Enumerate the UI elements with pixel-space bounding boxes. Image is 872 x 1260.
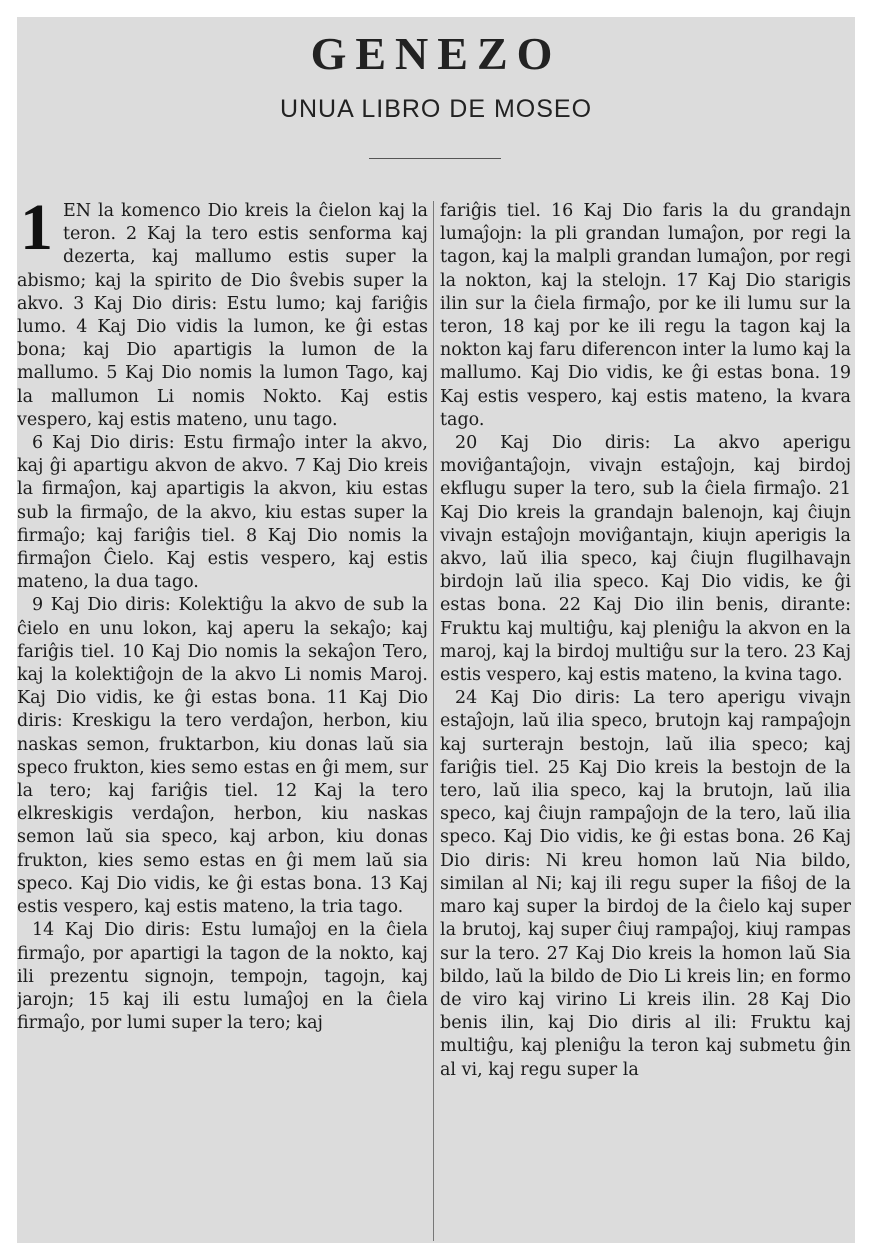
text-column-left bbox=[17, 191, 428, 1035]
paragraph-verses-6-8: 6 Kaj Dio diris: Estu firmaĵo inter la akvo, kaj ĝi apartigu akvon de akvo. 7 Kaj Dio kreis la firmaĵon, kaj apartigis la akvon, kiu estas sub la firmaĵo, de la akvo, kiu estas super la firmaĵo; kaj fariĝis tiel. 8 Kaj Dio nomis la firmaĵon Ĉielo. Kaj estis vespero, kaj estis mateno, la dua tago. bbox=[17, 433, 428, 593]
chapter-number-dropcap: 1 bbox=[20, 191, 53, 264]
paragraph-verses-16-19: fariĝis tiel. 16 Kaj Dio faris la du grandajn lumaĵojn: la pli grandan lumaĵon, por regi la tagon, kaj la malpli grandan lumaĵon, por regi la nokton, kaj la stelojn. 17 Kaj Dio starigis ilin sur la ĉiela firmaĵo, por ke ili lumu sur la teron, 18 kaj por ke ili regu la tagon kaj la nokton kaj faru diferencon inter la lumo kaj la mallumo. Kaj Dio vidis, ke ĝi estas bona. 19 Kaj estis vespero, kaj estis mateno, la kvara tago. bbox=[440, 201, 851, 430]
title-divider bbox=[369, 158, 501, 159]
paragraph-verses-9-13: 9 Kaj Dio diris: Kolektiĝu la akvo de sub la ĉielo en unu lokon, kaj aperu la sekaĵo; kaj fariĝis tiel. 10 Kaj Dio nomis la sekaĵon Tero, kaj la kolektiĝojn de la akvo Li nomis Maroj. Kaj Dio vidis, ke ĝi estas bona. 11 Kaj Dio diris: Kreskigu la tero verdaĵon, herbon, kiu naskas semon, fruktarbon, kiu donas laŭ sia speco frukton, kies semo estas en ĝi mem, sur la tero; kaj fariĝis tiel. 12 Kaj la tero elkreskigis verdaĵon, herbon, kiu naskas semon laŭ sia speco, kaj arbon, kiu donas frukton, kies semo estas en ĝi mem laŭ sia speco. Kaj Dio vidis, ke ĝi estas bona. 13 Kaj estis vespero, kaj estis mateno, la tria tago. bbox=[17, 595, 428, 918]
paragraph-verses-24-28: 24 Kaj Dio diris: La tero aperigu vivajn estaĵojn, laŭ ilia speco, brutojn kaj rampaĵojn kaj surterajn bestojn, laŭ ilia speco; kaj fariĝis tiel. 25 Kaj Dio kreis la bestojn de la tero, laŭ ilia speco, kaj la brutojn, laŭ ilia speco, kaj ĉiujn rampaĵojn de la tero, laŭ ilia speco. Kaj Dio vidis, ke ĝi estas bona. 26 Kaj Dio diris: Ni kreu homon laŭ Nia bildo, similan al Ni; kaj ili regu super la fiŝoj de la maro kaj super la birdoj de la ĉielo kaj super la brutoj, kaj super ĉiuj rampaĵoj, kiuj rampas sur la tero. 27 Kaj Dio kreis la homon laŭ Sia bildo, laŭ la bildo de Dio Li kreis lin; en formo de viro kaj virino Li kreis ilin. 28 Kaj Dio benis ilin, kaj Dio diris al ili: Fruktu kaj multiĝu, kaj pleniĝu la teron kaj submetu ĝin al vi, kaj regu super la bbox=[440, 688, 851, 1080]
paragraph-text: EN la komenco Dio kreis la ĉielon kaj la teron. 2 Kaj la tero estis senforma kaj dezerta, kaj mallumo estis super la abismo; kaj la spirito de Dio ŝvebis super la akvo. 3 Kaj Dio diris: Estu lumo; kaj fariĝis lumo. 4 Kaj Dio vidis la lumon, ke ĝi estas bona; kaj Dio apartigis la lumon de la mallumo. 5 Kaj Dio nomis la lumon Tago, kaj la mallumon Li nomis Nokto. Kaj estis vespero, kaj estis mateno, unu tago. bbox=[17, 201, 428, 430]
column-divider bbox=[433, 201, 434, 1241]
paragraph-verses-20-23: 20 Kaj Dio diris: La akvo aperigu moviĝantaĵojn, vivajn estaĵojn, kaj birdoj ekflugu super la tero, sub la ĉiela firmaĵo. 21 Kaj Dio kreis la grandajn balenojn, kaj ĉiujn vivajn estaĵojn moviĝantajn, kiujn aperigis la akvo, laŭ ilia speco, kaj ĉiujn flugilhavajn birdojn laŭ ilia speco. Kaj Dio vidis, ke ĝi estas bona. 22 Kaj Dio ilin benis, dirante: Fruktu kaj multiĝu, kaj pleniĝu la akvon en la maroj, kaj la birdoj multiĝu sur la tero. 23 Kaj estis vespero, kaj estis mateno, la kvina tago. bbox=[440, 433, 851, 686]
book-title: GENEZO bbox=[310, 28, 562, 79]
book-subtitle: UNUA LIBRO DE MOSEO bbox=[279, 95, 593, 123]
scripture-page bbox=[17, 17, 855, 1243]
paragraph-verses-14-15: 14 Kaj Dio diris: Estu lumaĵoj en la ĉiela firmaĵo, por apartigi la tagon de la nokto, kaj ili prezentu signojn, tempojn, tagojn, kaj jarojn; 15 kaj ili estu lumaĵoj en la ĉiela firmaĵo, por lumi super la tero; kaj bbox=[17, 920, 428, 1034]
paragraph-verses-1-5 bbox=[17, 191, 428, 432]
text-column-right bbox=[440, 200, 851, 1082]
